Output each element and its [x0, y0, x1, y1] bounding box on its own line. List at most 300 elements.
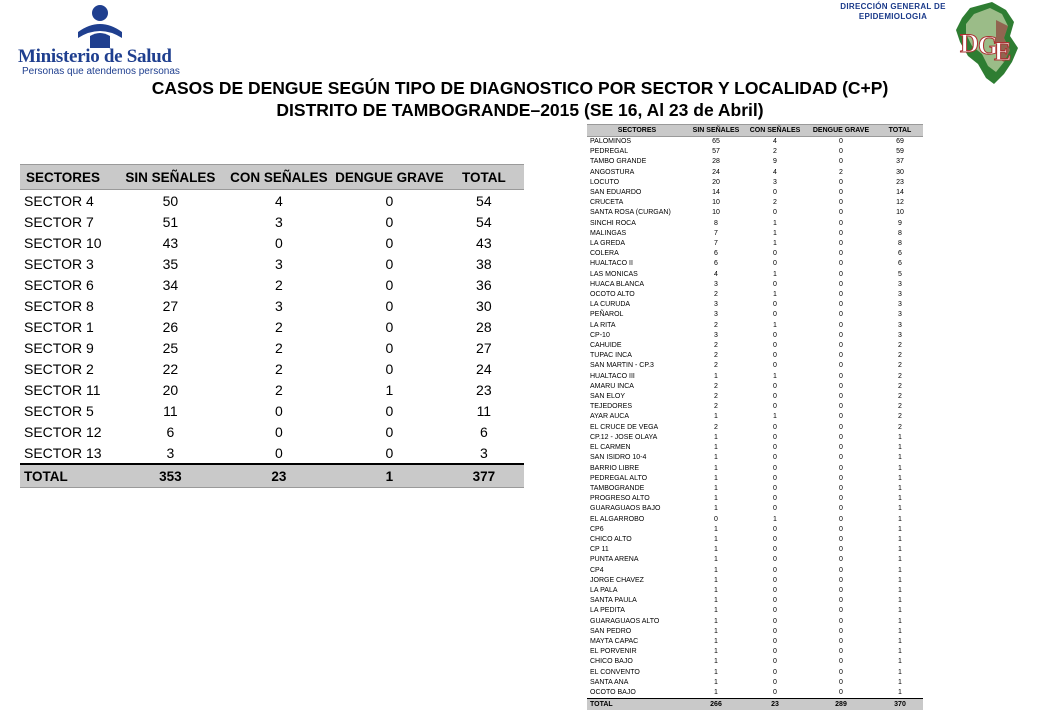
- table-cell: SECTOR 3: [20, 253, 118, 274]
- dge-heading: [826, 2, 960, 22]
- table-cell: PROGRESO ALTO: [590, 495, 650, 503]
- table-row: [587, 474, 923, 484]
- table-cell: 69: [896, 138, 904, 145]
- table-row: [587, 423, 923, 433]
- table-cell: JORGE CHAVEZ: [590, 576, 644, 584]
- table-cell: 0: [773, 444, 777, 452]
- table-cell: 1: [898, 525, 902, 533]
- table-cell: 0: [335, 337, 444, 358]
- table-cell: 3: [223, 211, 335, 232]
- table-cell: 0: [839, 352, 843, 360]
- table-cell: 0: [335, 253, 444, 274]
- table-cell: 0: [335, 211, 444, 232]
- table-cell: SAN EDUARDO: [590, 189, 642, 197]
- table-cell: 0: [773, 586, 777, 594]
- table-cell: 0: [773, 495, 777, 503]
- table-cell: 0: [839, 362, 843, 370]
- table-cell: 4: [773, 138, 777, 145]
- table-cell: 1: [898, 433, 902, 441]
- table-row: [20, 190, 524, 212]
- table-cell: EL CRUCE DE VEGA: [590, 423, 659, 431]
- table-cell: 0: [773, 637, 777, 645]
- col-header: DENGUE GRAVE: [805, 125, 877, 137]
- table-cell: 1: [773, 229, 777, 237]
- table-cell: 1: [898, 515, 902, 523]
- dge-peru-map-logo: [948, 0, 1024, 86]
- table-cell: 35: [118, 253, 223, 274]
- table-cell: 1: [898, 597, 902, 605]
- localities-table-header: [587, 125, 923, 137]
- table-cell: 0: [839, 627, 843, 635]
- table-cell: 2: [223, 379, 335, 400]
- table-cell: 12: [896, 199, 904, 207]
- table-cell: 7: [714, 240, 718, 248]
- table-cell: 3: [898, 321, 902, 329]
- table-cell: 0: [773, 648, 777, 656]
- table-cell: 1: [714, 607, 718, 615]
- table-cell: 0: [385, 234, 394, 251]
- table-row: [20, 442, 524, 464]
- table-cell: 0: [385, 402, 394, 419]
- table-cell: 51: [118, 211, 223, 232]
- table-row: [587, 239, 923, 249]
- table-cell: 0: [839, 484, 843, 492]
- table-cell: 1: [773, 270, 777, 278]
- table-cell: 1: [898, 546, 902, 554]
- table-cell: AYAR AUCA: [590, 413, 630, 421]
- table-cell: 2: [714, 352, 718, 360]
- table-cell: 25: [118, 337, 223, 358]
- table-cell: 3: [479, 444, 488, 461]
- minsa-logo: [18, 2, 180, 77]
- table-row: [587, 606, 923, 616]
- table-cell: 0: [275, 234, 283, 251]
- table-cell: 1: [714, 505, 718, 513]
- minsa-logo-tagline: Personas que atendemos personas: [22, 66, 180, 77]
- table-cell: 1: [898, 627, 902, 635]
- table-cell: 1: [714, 586, 718, 594]
- table-cell: 1: [714, 678, 718, 686]
- table-row: [587, 219, 923, 229]
- table-cell: 0: [839, 372, 843, 380]
- table-cell: 0: [839, 148, 843, 156]
- table-cell: 0: [773, 423, 777, 431]
- table-row: [587, 280, 923, 290]
- table-cell: 0: [839, 229, 843, 237]
- table-cell: 54: [444, 211, 524, 232]
- dge-line-1: DIRECCIÓN GENERAL DE: [840, 2, 946, 11]
- table-cell: 50: [162, 192, 179, 209]
- table-cell: 1: [714, 627, 718, 635]
- table-cell: 27: [118, 295, 223, 316]
- table-cell: 6: [118, 421, 223, 442]
- title-line-1: CASOS DE DENGUE SEGÚN TIPO DE DIAGNOSTICO POR SECTOR Y LOCALIDAD (C+P): [151, 78, 889, 98]
- table-row: [587, 290, 923, 300]
- table-row: [587, 464, 923, 474]
- table-cell: 0: [773, 576, 777, 584]
- table-cell: 2: [714, 321, 718, 329]
- table-cell: 0: [275, 444, 283, 461]
- table-row: [20, 400, 524, 421]
- page-title: [0, 77, 1040, 121]
- table-cell: 1: [714, 658, 718, 666]
- col-header: SECTORES: [20, 165, 118, 190]
- table-cell: 0: [773, 546, 777, 554]
- table-cell: LA RITA: [590, 321, 616, 329]
- table-cell: PALOMINOS: [590, 138, 632, 145]
- table-cell: 0: [773, 464, 777, 472]
- table-row: [587, 668, 923, 678]
- table-cell: 11: [163, 402, 178, 419]
- table-cell: 0: [335, 295, 444, 316]
- table-cell: 0: [839, 189, 843, 197]
- table-cell: PEDREGAL ALTO: [590, 474, 648, 482]
- table-cell: 0: [839, 535, 843, 543]
- col-header: CON SEÑALES: [745, 125, 805, 137]
- table-row: [587, 586, 923, 596]
- table-cell: 0: [839, 505, 843, 513]
- table-cell: 0: [839, 423, 843, 431]
- table-cell: 2: [773, 199, 777, 207]
- table-cell: 3: [898, 291, 902, 299]
- table-cell: 1: [898, 495, 902, 503]
- table-cell: 3: [223, 253, 335, 274]
- table-cell: SECTOR 2: [24, 360, 94, 377]
- table-cell: LOCUTO: [590, 178, 620, 186]
- table-cell: 3: [714, 311, 718, 319]
- table-cell: 289: [805, 699, 877, 711]
- table-cell: 1: [714, 433, 718, 441]
- table-cell: 1: [898, 658, 902, 666]
- table-cell: CRUCETA: [590, 199, 624, 207]
- table-row: [587, 382, 923, 392]
- table-cell: 5: [898, 270, 902, 278]
- table-cell: 2: [714, 403, 718, 411]
- table-cell: 1: [714, 444, 718, 452]
- table-cell: 0: [773, 535, 777, 543]
- table-cell: 2: [714, 393, 718, 401]
- table-row: [587, 321, 923, 331]
- table-cell: 2: [898, 413, 902, 421]
- table-cell: 0: [385, 192, 394, 209]
- table-cell: 1: [898, 474, 902, 482]
- table-cell: 1: [773, 291, 777, 299]
- table-cell: SINCHI ROCA: [590, 219, 636, 227]
- table-cell: 0: [773, 474, 777, 482]
- table-cell: HUALTACO II: [590, 260, 633, 268]
- table-row: [20, 253, 524, 274]
- table-cell: 23: [444, 379, 524, 400]
- table-cell: 1: [714, 372, 718, 380]
- table-cell: 1: [714, 576, 718, 584]
- table-cell: 38: [444, 253, 524, 274]
- table-cell: 0: [223, 421, 335, 442]
- table-cell: 0: [773, 668, 777, 676]
- table-row: [587, 657, 923, 667]
- table-cell: 0: [839, 199, 843, 207]
- table-row: [587, 535, 923, 545]
- table-cell: 0: [839, 688, 843, 696]
- table-cell: 2: [223, 337, 335, 358]
- table-cell: 1: [898, 535, 902, 543]
- table-cell: 1: [335, 379, 444, 400]
- table-cell: 27: [444, 337, 524, 358]
- table-cell: 1: [898, 505, 902, 513]
- table-cell: TOTAL: [587, 699, 687, 711]
- table-cell: 1: [898, 464, 902, 472]
- table-cell: 1: [714, 688, 718, 696]
- table-cell: CAHUIDE: [590, 342, 622, 350]
- table-cell: 0: [773, 301, 777, 309]
- table-row: [587, 208, 923, 218]
- table-row: [587, 147, 923, 157]
- table-cell: TAMBOGRANDE: [590, 484, 645, 492]
- title-line-2: DISTRITO DE TAMBOGRANDE–2015 (SE 16, Al 23 de Abril): [276, 100, 764, 120]
- table-row: [20, 232, 524, 253]
- localities-total-row: [587, 699, 923, 711]
- table-cell: 1: [773, 515, 777, 523]
- table-cell: 0: [839, 433, 843, 441]
- table-cell: 0: [773, 607, 777, 615]
- table-cell: 353: [118, 464, 223, 488]
- table-cell: 57: [712, 148, 720, 156]
- table-row: [587, 453, 923, 463]
- table-cell: 0: [839, 525, 843, 533]
- table-cell: 20: [712, 178, 720, 186]
- table-cell: TUPAC INCA: [590, 352, 632, 360]
- table-cell: 8: [898, 240, 902, 248]
- table-cell: 9: [773, 158, 777, 166]
- table-cell: 1: [773, 219, 777, 227]
- table-cell: 1: [714, 648, 718, 656]
- table-cell: SAN PEDRO: [590, 627, 632, 635]
- table-cell: 3: [223, 295, 335, 316]
- table-cell: HUACA BLANCA: [590, 280, 645, 288]
- svg-text:E: E: [994, 37, 1012, 66]
- table-cell: 0: [385, 276, 394, 293]
- table-row: [587, 188, 923, 198]
- table-row: [587, 637, 923, 647]
- table-cell: 1: [714, 637, 718, 645]
- table-cell: 1: [714, 556, 718, 564]
- table-cell: 0: [839, 597, 843, 605]
- table-cell: CP.12 - JOSE OLAYA: [590, 433, 658, 441]
- table-cell: 1: [898, 617, 902, 625]
- table-row: [587, 525, 923, 535]
- table-cell: 0: [773, 189, 777, 197]
- table-row: [587, 617, 923, 627]
- table-cell: 0: [385, 360, 394, 377]
- table-cell: 11: [476, 402, 492, 419]
- table-cell: 0: [275, 402, 283, 419]
- table-cell: 0: [773, 627, 777, 635]
- table-cell: 1: [898, 556, 902, 564]
- table-cell: EL ALGARROBO: [590, 515, 645, 523]
- table-cell: 1: [898, 678, 902, 686]
- table-cell: 0: [773, 505, 777, 513]
- table-cell: 1: [773, 240, 777, 248]
- table-cell: SECTOR 11: [20, 379, 118, 400]
- table-cell: 59: [896, 148, 904, 156]
- table-cell: SECTOR 12: [20, 421, 118, 442]
- table-cell: 2: [714, 291, 718, 299]
- table-row: [587, 198, 923, 208]
- table-cell: 0: [839, 648, 843, 656]
- table-cell: 1: [898, 566, 902, 574]
- table-cell: 26: [162, 318, 179, 335]
- table-cell: 1: [714, 535, 718, 543]
- table-row: [587, 351, 923, 361]
- table-cell: 4: [773, 168, 777, 176]
- table-cell: SECTOR 9: [20, 337, 118, 358]
- table-row: [587, 270, 923, 280]
- table-cell: 0: [839, 413, 843, 421]
- table-row: [587, 688, 923, 699]
- table-cell: 0: [773, 331, 777, 339]
- table-cell: PUNTA ARENA: [590, 556, 639, 564]
- table-cell: SECTOR 10: [24, 234, 102, 251]
- table-cell: 2: [898, 342, 902, 350]
- table-row: [20, 337, 524, 358]
- table-cell: 2: [714, 362, 718, 370]
- table-cell: 8: [898, 229, 902, 237]
- table-cell: 28: [476, 318, 492, 335]
- table-cell: SECTOR 6: [24, 276, 94, 293]
- table-cell: 0: [773, 597, 777, 605]
- table-cell: 0: [839, 556, 843, 564]
- table-cell: 0: [839, 474, 843, 482]
- table-row: [587, 402, 923, 412]
- table-cell: LA GREDA: [590, 240, 626, 248]
- table-row: [587, 678, 923, 688]
- table-cell: 28: [712, 158, 720, 166]
- table-cell: 1: [714, 525, 718, 533]
- table-cell: 37: [896, 158, 904, 166]
- table-row: [587, 515, 923, 525]
- table-cell: 0: [839, 637, 843, 645]
- table-cell: 3: [898, 311, 902, 319]
- table-cell: 0: [839, 331, 843, 339]
- table-cell: 3: [773, 178, 777, 186]
- table-cell: 0: [839, 464, 843, 472]
- table-cell: TAMBO GRANDE: [590, 158, 647, 166]
- table-cell: 6: [444, 421, 524, 442]
- table-cell: 0: [839, 678, 843, 686]
- table-row: [587, 545, 923, 555]
- table-cell: 1: [714, 413, 718, 421]
- localities-table: [587, 124, 923, 710]
- table-cell: GUARAGUAOS BAJO: [590, 505, 661, 513]
- table-cell: COLERA: [590, 250, 619, 258]
- table-cell: 0: [839, 209, 843, 217]
- table-cell: 0: [839, 250, 843, 258]
- table-cell: 1: [714, 484, 718, 492]
- table-cell: 2: [275, 276, 283, 293]
- table-row: [587, 555, 923, 565]
- table-cell: 1: [773, 321, 777, 329]
- table-row: [587, 341, 923, 351]
- table-cell: 10: [896, 209, 904, 217]
- table-cell: AMARU INCA: [590, 382, 634, 390]
- table-cell: 0: [839, 403, 843, 411]
- table-row: [587, 361, 923, 371]
- col-header: CON SEÑALES: [223, 165, 335, 190]
- table-cell: GUARAGUAOS ALTO: [590, 617, 660, 625]
- col-header: SIN SEÑALES: [118, 165, 223, 190]
- table-cell: SANTA PAULA: [590, 597, 637, 605]
- table-cell: 0: [839, 393, 843, 401]
- table-cell: 0: [839, 658, 843, 666]
- table-cell: 1: [714, 546, 718, 554]
- table-cell: 54: [476, 192, 492, 209]
- table-cell: 1: [898, 688, 902, 696]
- table-cell: 0: [839, 219, 843, 227]
- table-cell: 23: [896, 178, 904, 186]
- table-cell: EL CONVENTO: [590, 668, 640, 676]
- table-cell: 24: [712, 168, 720, 176]
- table-cell: SECTOR 4: [24, 192, 94, 209]
- table-cell: SANTA ROSA (CURGAN): [590, 209, 671, 217]
- table-cell: 6: [714, 260, 718, 268]
- table-row: [20, 358, 524, 379]
- table-row: [587, 627, 923, 637]
- table-cell: PEDREGAL: [590, 148, 629, 156]
- table-cell: 10: [712, 199, 720, 207]
- table-cell: BARRIO LIBRE: [590, 464, 640, 472]
- table-cell: 0: [773, 658, 777, 666]
- table-cell: 1: [714, 464, 718, 472]
- table-row: [587, 392, 923, 402]
- table-row: [20, 316, 524, 337]
- table-cell: 0: [385, 444, 394, 461]
- table-cell: 3: [898, 280, 902, 288]
- table-cell: 65: [712, 138, 720, 145]
- table-cell: 7: [714, 229, 718, 237]
- table-cell: 34: [162, 276, 179, 293]
- table-cell: 0: [773, 566, 777, 574]
- table-cell: 1: [714, 454, 718, 462]
- table-cell: 1: [714, 597, 718, 605]
- table-cell: 14: [712, 189, 720, 197]
- table-row: [587, 259, 923, 269]
- table-cell: SECTOR 7: [20, 211, 118, 232]
- table-cell: 0: [773, 484, 777, 492]
- table-cell: 43: [476, 234, 492, 251]
- table-cell: 0: [839, 444, 843, 452]
- table-row: [20, 379, 524, 400]
- table-row: [587, 596, 923, 606]
- table-cell: 6: [714, 250, 718, 258]
- table-cell: 0: [385, 318, 394, 335]
- table-row: [587, 229, 923, 239]
- table-cell: SECTOR 5: [24, 402, 94, 419]
- table-cell: 0: [839, 515, 843, 523]
- table-cell: 0: [773, 393, 777, 401]
- table-cell: 0: [773, 454, 777, 462]
- table-row: [587, 178, 923, 188]
- table-cell: 0: [839, 158, 843, 166]
- table-cell: OCOTO ALTO: [590, 291, 635, 299]
- svg-text:D: D: [960, 29, 979, 58]
- table-cell: 2: [898, 382, 902, 390]
- minsa-logo-name: Ministerio de Salud: [18, 46, 172, 67]
- table-cell: 1: [773, 372, 777, 380]
- table-cell: 10: [712, 209, 720, 217]
- table-row: [587, 331, 923, 341]
- table-row: [587, 168, 923, 178]
- table-cell: 1: [335, 464, 444, 488]
- table-cell: 0: [773, 403, 777, 411]
